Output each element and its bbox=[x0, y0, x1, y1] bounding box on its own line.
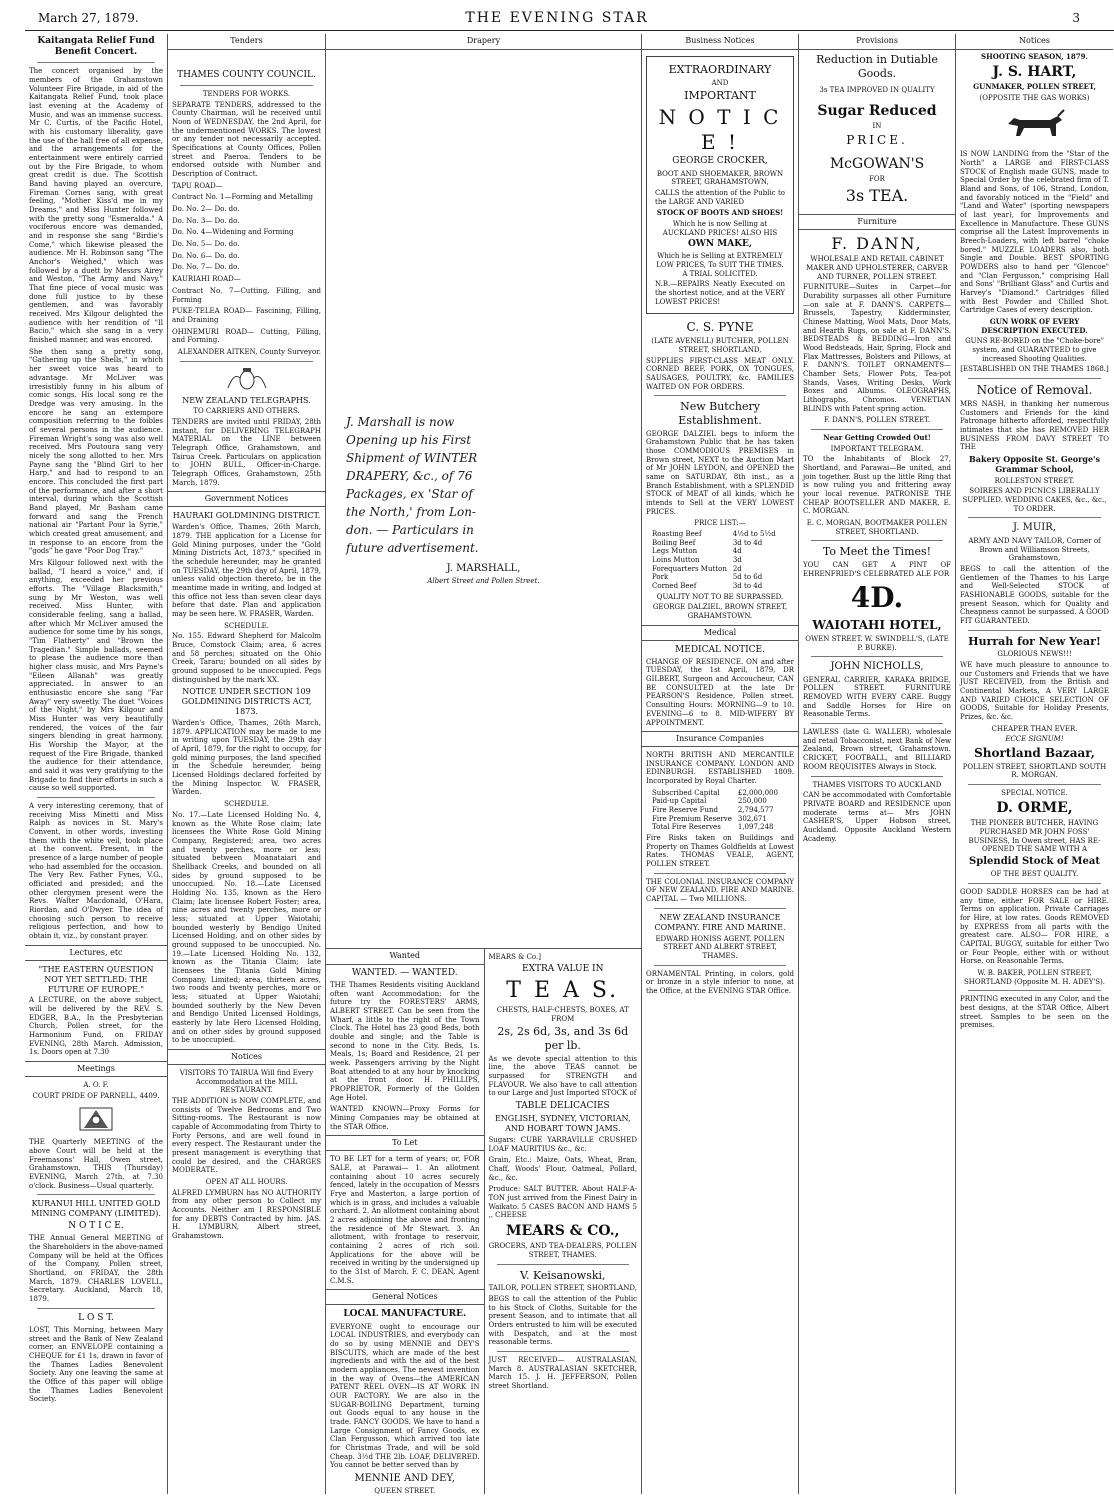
cheaper: CHEAPER THAN EVER. bbox=[991, 724, 1078, 733]
column-header-provisions: Provisions bbox=[799, 34, 955, 50]
section-furniture: Furniture bbox=[799, 214, 955, 230]
divider bbox=[654, 873, 786, 874]
teas-sub: CHESTS, HALF-CHESTS, BOXES, AT FROM bbox=[496, 1006, 629, 1023]
hurrah-body: WE have much pleasure to announce to our Customers and Friends that we have JUST RECEIVED, from the British and Continental Markets, A VERY LARGE AND VARIED CHOICE SELECTION OF GOODS, Suitable for Holiday Presents, Prizes, &c. &c. bbox=[960, 660, 1109, 721]
divider bbox=[968, 990, 1101, 991]
telegraphs-heading: NEW ZEALAND TELEGRAPHS. bbox=[182, 395, 311, 405]
bakery-heading: Bakery Opposite St. George's Grammar School, bbox=[969, 453, 1100, 474]
script-line: don. — Particulars in bbox=[346, 522, 474, 537]
column-business bbox=[642, 34, 799, 1494]
bazaar-name: Shortland Bazaar, bbox=[974, 745, 1095, 760]
orme-name: D. ORME, bbox=[996, 799, 1073, 816]
concert-paragraph-3: Mrs Kilgour followed next with the ballad, "I heard a voice," and, if anything, exceeded her previous efforts. The "Village Blacksmith," sung by Mr Weston, was well received. Miss Hunter, with considerable feeling, sang a ballad, after which Mr McLiver amused the audience for some time by his songs, "Tim Flatherty" and "Brown the Tragedian." Simple ballads, seemed to please the audience more than higher class music, and Mrs Payne's "Eileen Allanah" was greatly appreciated. In answer to an enthusiastic encore she sang "Far Away" very sweetly. The duet "Voices of the Night," by Mrs Kilgour and Miss Hunter was very beautifully rendered, the voices of the fair singers blending in great harmony. His Worship the Mayor, at the request of the Fire Brigade, thanked the audience for their attendance, and said it was very gratifying to the Brigade to find their efforts in such a cause so well supported. bbox=[29, 558, 163, 793]
soirees: SOIREES AND PICNICS LIBERALLY SUPPLIED. WEDDING CAKES, &c., &c., TO ORDER. bbox=[962, 487, 1107, 513]
keisanowski-body: BEGS to call the attention of the Public to his Stock of Cloths, Suitable for the present Season, and to intimate that all Orders entrusted to him will be executed with Despatch, and at the most reasonable terms. bbox=[488, 1295, 637, 1347]
column-1 bbox=[25, 34, 168, 1494]
butchery-body: GEORGE DALZIEL begs to inform the Grahamstown Public that he has taken those COMMODIOUS PREMISES in Brown street, NEXT to the Auction Mart of Mr JOHN LEYDON, and OPENED the same on SATURDAY, 8th inst., as a Branch Establishment, with a SPLENDID STOCK of MEAT of all kinds, which he intends to Sell at the VERY LOWEST PRICES. bbox=[646, 429, 794, 516]
section-notices: Notices bbox=[168, 1049, 325, 1065]
royal-arms-icon bbox=[224, 366, 270, 392]
contract-item: Do. No. 7— Do. do. bbox=[172, 263, 240, 272]
sugar-reduced: Sugar Reduced bbox=[817, 102, 937, 119]
divider bbox=[180, 85, 313, 86]
price-list-table bbox=[652, 530, 782, 591]
tenders-heading: TENDERS FOR WORKS. bbox=[202, 90, 291, 99]
divider bbox=[968, 883, 1101, 884]
mears-sub: GROCERS, AND TEA-DEALERS, POLLEN STREET, THAMES. bbox=[488, 1242, 637, 1260]
crowded-heading: Near Getting Crowded Out! bbox=[823, 433, 931, 443]
tapu-road: TAPU ROAD— bbox=[172, 181, 223, 190]
crocker-advert bbox=[646, 56, 794, 315]
repairs-note: N.B.—REPAIRS Neatly Executed on the shortest notice, and at the VERY LOWEST PRICES! bbox=[655, 280, 785, 306]
dalziel-sign: GEORGE DALZIEL, BROWN STREET, GRAHAMSTOWN. bbox=[652, 603, 788, 621]
table-row: Paid-up Capital 250,000 bbox=[652, 797, 767, 806]
crocker-sub: BOOT AND SHOEMAKER, BROWN STREET, GRAHAMSTOWN, bbox=[656, 169, 784, 187]
section-lectures: Lectures, etc bbox=[25, 945, 167, 961]
kuranui-heading: KURANUI HILL UNITED GOLD MINING COMPANY (LIMITED). bbox=[31, 1199, 161, 1219]
waiotahi-name: WAIOTAHI HOTEL, bbox=[812, 618, 942, 633]
visitors-heading: THAMES VISITORS TO AUCKLAND bbox=[812, 780, 942, 789]
pyne-body: SUPPLIES FIRST-CLASS MEAT ONLY. CORNED BEEF, PORK, OX TONGUES, SAUSAGES, POULTRY, &c. FAMILIES WAITED ON FOR ORDERS. bbox=[646, 356, 794, 391]
table-row: Loins Mutton 3d bbox=[652, 556, 742, 565]
boots-stock: STOCK OF BOOTS AND SHOES! bbox=[656, 208, 784, 218]
table-delicacies: TABLE DELICACIES bbox=[515, 1101, 610, 1112]
own-make: OWN MAKE, bbox=[687, 239, 753, 250]
shooting-season: SHOOTING SEASON, 1879. bbox=[981, 51, 1088, 61]
baker-sign: W. B. BAKER, POLLEN STREET, SHORTLAND (Opposite M. H. ADEY'S). bbox=[963, 968, 1106, 986]
script-line: the North,' from Lon- bbox=[346, 504, 476, 519]
gun-work: GUN WORK OF EVERY DESCRIPTION EXECUTED. bbox=[981, 317, 1088, 335]
tea-label: 3s TEA. bbox=[845, 185, 909, 205]
table-row: Boiling Beef 3d to 4d bbox=[652, 538, 763, 547]
medical-heading: MEDICAL NOTICE. bbox=[675, 644, 765, 655]
muir-sub: ARMY AND NAVY TAILOR, Corner of Brown and Williamson Streets, Grahamstown, bbox=[968, 536, 1101, 563]
schedule-heading: SCHEDULE. bbox=[224, 621, 269, 630]
printing-notice: ORNAMENTAL Printing, in colors, gold or bronze in a style inferior to none, at the Office, at the EVENING STAR Office. bbox=[646, 969, 794, 995]
table-row: Pork 5d to 6d bbox=[652, 573, 763, 582]
proxy-forms: WANTED KNOWN—Proxy Forms for Mining Companies may be obtained at the STAR Office. bbox=[330, 1105, 480, 1131]
keisanowski-name: V. Keisanowski, bbox=[519, 1268, 606, 1282]
contract-list bbox=[168, 193, 325, 272]
colonial-insurance: THE COLONIAL INSURANCE COMPANY OF NEW ZEALAND. FIRE AND MARINE. CAPITAL — Two MILLIONS. bbox=[646, 877, 794, 904]
rebored: GUNS RE-BORED on the "Choke-bore" system, and GUARANTEED to give increased Shooting Qualities. bbox=[965, 337, 1104, 363]
dann-name: F. DANN, bbox=[831, 233, 923, 253]
jams-heading: ENGLISH, SYDNEY, VICTORIAN, AND HOBART TOWN JAMS. bbox=[494, 1114, 631, 1134]
script-line: Opening up his First bbox=[346, 432, 472, 447]
divider bbox=[968, 517, 1101, 518]
masthead bbox=[0, 0, 1114, 30]
reduction-heading: Reduction in Dutiable Goods. bbox=[816, 52, 938, 80]
kauriahi-road: KAURIAHI ROAD— bbox=[172, 275, 241, 284]
nz-insurance: NEW ZEALAND INSURANCE COMPANY. FIRE AND MARINE. bbox=[654, 912, 786, 932]
table-row: Total Fire Reserves 1,097,248 bbox=[652, 823, 774, 832]
section-insurance: Insurance Companies bbox=[642, 731, 798, 747]
divider bbox=[811, 656, 943, 657]
rolleston-street: ROLLESTON STREET. bbox=[994, 476, 1075, 485]
divider bbox=[654, 395, 786, 396]
court-body: THE Quarterly MEETING of the above Court will be held at the Freemasons' Hall, Owen street, Grahamstown, THIS (Thursday) EVENING, March 27th, at 7.30 o'clock. Business—Usual quarterly. bbox=[29, 1138, 163, 1190]
newspaper-title: THE EVENING STAR bbox=[465, 10, 649, 26]
table-row: Fire Reserve Fund 2,794,577 bbox=[652, 806, 774, 815]
column-notices bbox=[956, 34, 1113, 1494]
lower-right bbox=[485, 949, 642, 1494]
mears-tag: MEARS & Co.] bbox=[488, 952, 541, 961]
medical-body: CHANGE OF RESIDENCE. ON and after TUESDAY, the 1st April, 1879, DR GILBERT, Surgeon and Accoucheur, CAN BE CONSULTED at the late Dr PEARSON'S Residence, Pollen street. Consulting Hours: MORNING—9 to 10. EVENING—6 to 8. MID-WIFERY BY APPOINTMENT. bbox=[646, 657, 794, 727]
lymburn-notice: ALFRED LYMBURN has NO AUTHORITY from any other person to Collect my Accounts. Neither am I RESPONSIBLE for any DEBTS Contracted by him. JAS. H. LYMBURN, Albert street, Grahamstown. bbox=[172, 1188, 321, 1240]
selling: Which he is now Selling at AUCKLAND PRICES! ALSO HIS bbox=[662, 219, 778, 237]
glorious-news: GLORIOUS NEWS!!! bbox=[997, 650, 1072, 659]
price-list-heading: PRICE LIST:— bbox=[694, 519, 746, 528]
divider bbox=[37, 1308, 155, 1309]
marshall-name: J. MARSHALL, bbox=[446, 562, 521, 574]
lost-body: LOST, This Morning, between Mary street and the Bank of New Zealand corner, an ENVELOPE containing a CHEQUE for £1 1s, drawn in favor of the Thames Ladies Benevolent Society. Any one leaving the same at the Office of this paper will oblige the Thames Ladies Benevolent Society. bbox=[29, 1325, 163, 1404]
table-row: Roasting Beef 4½d to 5½d bbox=[652, 530, 776, 539]
established: [ESTABLISHED ON THE THAMES 1868.] bbox=[960, 365, 1109, 374]
important: IMPORTANT bbox=[684, 89, 756, 103]
muir-name: J. MUIR, bbox=[1013, 522, 1056, 534]
local-manufacture-body: EVERYONE ought to encourage our LOCAL INDUSTRIES, and everybody can do so by using MENNIE and DEY'S BISCUITS, which are made of the best ingredients and with the aid of the best modern appliances. The newest invention in the way of Ovens—the AMERICAN PATENT REEL OVEN—IS AT WORK IN OUR FACTORY. We are also in the SUGAR-BOILING Department, turning out Goods equal to any house in the trade. FANCY GOODS. We have to hand a Large Consignment of Fancy Goods, ex Clan Fergusson, which arrived too late for Christmas Trade, and will be sold Cheap. 3½d THE 2lb. LOAF, DELIVERED. You cannot be better served than by bbox=[330, 1322, 480, 1470]
divider bbox=[37, 62, 155, 63]
spacer bbox=[326, 53, 641, 413]
in-label: IN bbox=[872, 122, 882, 131]
divider bbox=[37, 797, 155, 798]
script-line: future advertisement. bbox=[346, 540, 479, 555]
teas-heading: T E A S. bbox=[506, 977, 620, 1003]
lecture-title: "THE EASTERN QUESTION NOT YET SETTLED: THE FUTURE OF EUROPE." bbox=[38, 964, 154, 994]
lawless-notice: LAWLESS (late G. WALLER), wholesale and retail Tobacconist, next Bank of New Zealand, Brown street, Grahamstown. CRICKET, FOOTBALL, and BILLIARD ROOM REQUISITES Always in Stock. bbox=[803, 728, 951, 771]
price-label: PRICE. bbox=[846, 132, 908, 147]
telegraphs-body: TENDERS are invited until FRIDAY, 28th instant, for DELIVERING TELEGRAPH MATERIAL on the LINE between Telegraph Office, Grahamstown, and Tairua Creek. Particulars on application to JOHN BULL, Officer-in-Charge. Telegraph Offices, Grahamstown, 25th March, 1879. bbox=[172, 418, 321, 487]
table-row: Corned Beef 3d to 4d bbox=[652, 582, 763, 591]
section-109-heading: NOTICE UNDER SECTION 109 GOLDMINING DISTRICTS ACT, 1873. bbox=[181, 687, 312, 717]
nicholls-sub: GENERAL CARRIER, KARAKA BRIDGE, POLLEN STREET. FURNITURE REMOVED WITH EVERY CARE. Buggy and Saddle Horses for Hire on Reasonable Terms. bbox=[803, 675, 951, 719]
divider bbox=[654, 908, 786, 909]
veale-agent: Fire Risks taken on Buildings and Property on Thames Goldfields at Lowest Rates. THOMAS VEALE, AGENT, POLLEN STREET. bbox=[646, 834, 794, 869]
for-label: FOR bbox=[869, 175, 885, 184]
notice-heading: N O T I C E ! bbox=[658, 104, 782, 154]
butchery-heading: New Butchery Establishment. bbox=[678, 400, 762, 427]
script-line: Packages, ex 'Star of bbox=[346, 486, 473, 501]
grain: Grain, Etc.: Maize, Oats, Wheat, Bran, Chaff, Woods' Flour, Oatmeal, Pollard, &c., &c. bbox=[488, 1156, 637, 1182]
tenders-body: SEPARATE TENDERS, addressed to the County Chairman, will be received until Noon of WEDNESDAY, the 2nd April, for the undermentioned WORKS. The lowest or any tender not necessarily accepted. Specifications at County Offices, Pollen street and Paeroa. Tenders to be endorsed outside with Number and Description of Contract. bbox=[172, 100, 321, 179]
table-row: Fire Premium Reserve 302,671 bbox=[652, 814, 767, 823]
queen-street: QUEEN STREET. bbox=[374, 1487, 436, 1494]
honiss-agent: EDWARD HONISS AGENT, POLLEN STREET AND ALBERT STREET, THAMES. bbox=[655, 934, 785, 960]
divider bbox=[37, 1194, 155, 1195]
surveyor-signature: ALEXANDER AITKEN, County Surveyor. bbox=[177, 347, 321, 356]
printing-advert: PRINTING executed in any Color, and the best designs, at the STAR Office, Albert street. Samples to be seen on the premises. bbox=[960, 995, 1109, 1030]
hauraki-body: Warden's Office, Thames, 26th March, 1879. THE application for a License for Gold Mining purposes, under the "Gold Mining Districts Act, 1873," specified in the schedule hereunder, may be granted on TUESDAY, the 29th day of April, 1879, unless valid objection thereto, be in the meantime made in writing, and lodged at this office not less than seven clear days before that date. Plan and application may be seen here. W. FRASER, Warden. bbox=[172, 523, 321, 619]
column-header-tenders: Tenders bbox=[168, 34, 325, 50]
and: AND bbox=[711, 78, 729, 87]
ehrenfried: YOU CAN GET A PINT OF EHRENFRIED'S CELEBRATED ALE FOR bbox=[803, 561, 951, 578]
column-3 bbox=[326, 34, 642, 1494]
column-header-business: Business Notices bbox=[642, 34, 798, 50]
ecce-signum: ECCE SIGNUM! bbox=[1005, 735, 1064, 744]
column-provisions bbox=[799, 34, 956, 1494]
contract-item: Do. No. 6— Do. do. bbox=[172, 251, 240, 260]
lost-heading: L O S T. bbox=[78, 1312, 114, 1323]
dann-sub: WHOLESALE AND RETAIL CABINET MAKER AND UPHOLSTERER, CARVER AND TURNER, POLLEN STREET. bbox=[806, 255, 948, 281]
pyne-sub: (LATE AVENELL) BUTCHER, POLLEN STREET, SHORTLAND, bbox=[651, 337, 789, 355]
puketelea-road: PUKE-TELEA ROAD— Fascining, Filling, and Draining bbox=[172, 307, 321, 324]
contract-item: Do. No. 5— Do. do. bbox=[172, 240, 240, 249]
council-heading: THAMES COUNTY COUNCIL. bbox=[177, 69, 316, 80]
concert-paragraph-1: The concert organised by the members of the Grahamstown Volunteer Fire Brigade, in aid of the Kaitangata Relief Fund, took place last evening at the Academy of Music, and was an immense success. Mr C. Curtis, of the Pacific Hotel, with his customary liberality, gave the use of the hall free of all expense, and the arrangements for the entertainment were entirely carried out by the Fire Brigade, to whom great credit is due. The Scottish Band having played an overcure, Fireman Cornes sang, with great feeling, "Mother Kiss'd me in my Dreams," and Miss Hunter followed with the pretty song "Esmeralda." A vociferous encore was demanded, and in response she sang "Birdie's Come," which likewise pleased the audience. Mr H. Robinson sang "The Anchor's Weighed," which was followed by a duett by Messrs Airey and Weston, "The Army and Navy." That fine piece of vocal music was done full justice to by these gentlemen, and was favorably received. Mrs Kilgour delighted the audience with her rendition of "Il Bacio," which she sang in a very finished manner, and was encored. bbox=[29, 67, 163, 345]
concert-headline: Kaitangata Relief Fund Benefit Concert. bbox=[37, 36, 155, 58]
muir-body: BEGS to call the attention of the Gentlemen of the Thames to his Large and Well-Selected STOCK of FASHIONABLE GOODS, suitable for the present Season, which for Quality and Cheapness cannot be surpassed. A GOOD FIT GUARANTEED. bbox=[960, 564, 1109, 625]
table-row: Forequarters Mutton 2d bbox=[652, 564, 742, 573]
section-general: General Notices bbox=[326, 1289, 484, 1305]
wanted-heading: WANTED. — WANTED. bbox=[351, 967, 458, 978]
marshall-script-advert bbox=[326, 413, 641, 557]
ohinemuri-road: OHINEMURI ROAD— Cutting, Filling, and Forming. bbox=[172, 327, 321, 345]
divider bbox=[180, 361, 313, 362]
divider bbox=[497, 1351, 630, 1352]
section-meetings: Meetings bbox=[25, 1061, 167, 1077]
wanted-body: THE Thames Residents visiting Auckland often want Accommodation; for the future try the FORESTERS' ARMS, ALBERT STREET. Can be seen from the Wharf, a little to the right of the Town Clock. The Hotel has 23 good Beds, both double and single; and the Table is second to none in the City. Beds, 1s. Meals, 1s; Board and Residence, 21 per week. Passengers arriving by the Night Boat attended to at any hour by knocking at the front door. H. PHILLIPS, PROPRIETOR, Formerly of the Golden Age Hotel. bbox=[330, 981, 480, 1102]
column-header-drapery: Drapery bbox=[326, 34, 641, 50]
section-to-let: To Let bbox=[326, 1135, 484, 1151]
column-header-notices: Notices bbox=[956, 34, 1113, 50]
schedule-entries: No. 17.—Late Licensed Holding No. 4, known as the White Rose claim; late licensees the White Rose Gold Mining Company, Registered; area, two acres and twenty perches, more or less; situated between Moanataiari and Shellback Creeks, and bounded on all sides by ground supposed to be unoccupied. No. 18.—Late Licensed Holding No. 135, known as the Hero Claim; late licensee Robert Foster; area, nine acres and twenty perches, more or less; situated at Upper Waiotahi; bounded westerly by Bendigo United Licensed Holding, and on other sides by ground supposed to be unoccupied. No. 19.—Late Licensed Holding No. 132, known as the Titania Claim; late licensees the Titania Gold Mining Company, Limited; area, thirteen acres, two roods and twenty perches, more or less; situated at Upper Waiotahi; bounded southerly by the New Deven and Bendigo United Licensed Holdings, easterly by late Hero Licensed Holding, and on other sides by ground supposed to be unoccupied. bbox=[172, 810, 321, 1045]
to-let-body: TO BE LET for a term of years; or, FOR SALE, at Parawai— 1. An allotment containing about 10 acres securely fenced, lately in the occupation of Messrs Frye and Masterton, a large portion of which is in grass, and includes a valuable orchard. 2. An allotment containing about 2 acres adjoining the above and fronting the residence of Mr Stewart. 3. An allotment, with frontage to reservoir, containing 2 acres of rich soil. Applications for the above will be received in writing by the undersigned up to the 31st of March. F. C. DEAN, Agent C.M.S. bbox=[330, 1155, 480, 1285]
hurrah-heading: Hurrah for New Year! bbox=[968, 634, 1101, 648]
foresters-emblem-icon bbox=[74, 1104, 118, 1134]
pyne-name: C. S. PYNE bbox=[686, 320, 754, 335]
lower-left bbox=[326, 949, 485, 1494]
kauriahi-contract: Contract No. 7—Cutting, Filling, and Forming bbox=[172, 286, 321, 304]
morgan-sign: E. C. MORGAN, BOOTMAKER POLLEN STREET, SHORTLAND. bbox=[806, 519, 948, 536]
marshall-address: Albert Street and Pollen Street. bbox=[427, 577, 540, 586]
divider bbox=[968, 378, 1101, 379]
open-hours: OPEN AT ALL HOURS. bbox=[205, 1177, 288, 1186]
dann-body: FURNITURE—Suites in Carpet—for Durability surpasses all other Furniture—on sale at F. DANN'S. CARPETS—Brussels, Tapestry, Kidderminster, Chinese Matting, Wool Mats, Door Mats, and Hearth Rugs, on sale at F. DANN'S. BEDSTEADS & BEDDING—Iron and Wood Bedsteads, Hair, Spring, Flock and Flax Mattresses, Bolsters and Pillows, at F. DANN'S. TOILET ORNAMENTS—Chamber Sets, Flower Pots, Tea-pot Stands, Vases, Writing Desks, Work Boxes and Albums. OLEOGRAPHS, Lithographs, Chromos. VENETIAN BLINDS with Patent spring action. bbox=[803, 283, 951, 413]
capital-table bbox=[652, 789, 784, 832]
nash-body: MRS NASH, in thanking her numerous Customers and Friends for the kind Patronage hitherto afforded, respectfully intimates that she has REMOVED HER BUSINESS FROM DAVY STREET TO THE bbox=[960, 399, 1109, 452]
splendid-stock: Splendid Stock of Meat bbox=[969, 855, 1100, 867]
just-received: JUST RECEIVED— AUSTRALASIAN, March 8. AUSTRALASIAN SKETCHER, March 15. J. H. JEFFERSON, Pollen street Shortland. bbox=[488, 1356, 637, 1391]
schedule-heading: SCHEDULE. bbox=[224, 800, 269, 809]
divider bbox=[968, 630, 1101, 631]
contract-item: Do. No. 2— Do. do. bbox=[172, 205, 240, 214]
keisanowski-sub: TAILOR, POLLEN STREET, SHORTLAND, bbox=[488, 1284, 637, 1293]
divider bbox=[968, 784, 1101, 785]
crocker-body: CALLS the attention of the Public to the LARGE AND VARIED bbox=[655, 188, 785, 206]
section-109-body: Warden's Office, Thames, 26th March, 1879. APPLICATION may be made to me in writing upon TUESDAY, the 29th day of April, 1879, for the right to occupy, for gold mining purposes, the land specified in the Schedule hereunder, being Licensed Holdings declared forfeited by the Mining Inspector. W. FRASER, Warden. bbox=[172, 719, 321, 797]
teas-prices: 2s, 2s 6d, 3s, and 3s 6d per lb. bbox=[497, 1025, 629, 1053]
script-line: J. Marshall is now bbox=[346, 414, 455, 429]
times-heading: To Meet the Times! bbox=[822, 545, 932, 559]
visitors-body: CAN be accommodated with Comfortable PRIVATE BOARD and RESIDENCE upon moderate terms at— Mrs JOHN CASHER'S, Upper Hobson street, Auckland. Opposite Auckland Western Academy. bbox=[803, 791, 951, 843]
kuranui-notice: N O T I C E. bbox=[68, 1221, 124, 1232]
divider bbox=[811, 540, 943, 541]
contract-item: Do. No. 4—Widening and Forming bbox=[172, 228, 294, 237]
kuranui-body: THE Annual General MEETING of the Shareholders in the above-named Company will be held at the Offices of the Company, Pollen street, Shortland, on FRIDAY, the 28th March, 1879. CHARLES LOVELL, Secretary. Auckland, March 18, 1879. bbox=[29, 1234, 163, 1304]
bazaar-sub: POLLEN STREET, SHORTLAND SOUTH R. MORGAN. bbox=[962, 762, 1107, 780]
script-line: Shipment of WINTER bbox=[346, 450, 478, 465]
lower-half bbox=[326, 948, 641, 1494]
tairua-heading: VISITORS TO TAIRUA Will find Every Accommodation at the MILL RESTAURANT. bbox=[179, 1068, 314, 1095]
divider bbox=[654, 965, 786, 966]
divider bbox=[811, 429, 943, 430]
crocker-name: GEORGE CROCKER, bbox=[672, 156, 768, 167]
extra-value: EXTRA VALUE IN bbox=[522, 963, 604, 974]
contract-item: Contract No. 1—Forming and Metalling bbox=[172, 193, 314, 202]
produce: Produce: SALT BUTTER. About HALF-A-TON just arrived from the Finest Dairy in Waikato. 5 CASES BACON AND HAMS 5 ,, CHEESE bbox=[488, 1185, 637, 1220]
column-2 bbox=[168, 34, 326, 1494]
tairua-body: THE ADDITION is NOW COMPLETE, and consists of Twelve Bedrooms and Two Sitting-rooms. The Restaurant is now capable of Accommodating from Thirty to Forty Persons, and are well found in every respect. The Restaurant under the present management is everything that could be desired, and the CHARGES MODERATE. bbox=[172, 1096, 321, 1175]
table-row: Subscribed Capital £2,000,000 bbox=[652, 788, 778, 797]
morgan-body: TO the Inhabitants of Block 27, Shortland, and Parawai—Be united, and join together. Bust up the little Ring that is now ruling you and frittering away your local revenue. PATRONISE THE CHEAP BOOTSELLER AND MAKER, E. C. MORGAN. bbox=[803, 455, 951, 516]
masthead-rule bbox=[25, 30, 1114, 31]
issue-date: March 27, 1879. bbox=[38, 11, 139, 25]
carriers-heading: TO CARRIERS AND OTHERS. bbox=[193, 407, 300, 416]
removal-heading: Notice of Removal. bbox=[976, 383, 1093, 398]
mennie-dey: MENNIE AND DEY, bbox=[354, 1472, 455, 1484]
concert-paragraph-2: She then sang a pretty song, "Gathering up the Shells," in which her sweet voice was heard to advantage. Mr McLiver was irresistibly funny in his album of comic songs. His local song re the Dredge was very amusing. In the encore he sang an extempore composition referring to the foibles of several persons in the audience. Fireman Wright's song was also well received. Mrs Poutoura sang very nicely the song allotted to her. Mrs Payne sang the "Blind Girl to her Harp," and had to respond to an encore. This concluded the first part of the performance, and after a short interval, during which the Scottish Band played, Mr Basham came forward and sang the French national air "Partant Pour la Syrie," which created great amusement, and in response to an encore from the "gods" he gave "Poor Dog Tray." bbox=[29, 347, 163, 556]
hart-name: J. S. HART, bbox=[992, 63, 1077, 80]
nicholls-name: JOHN NICHOLLS, bbox=[830, 661, 924, 673]
section-government: Government Notices bbox=[168, 491, 325, 507]
dann-sign: F. DANN'S, POLLEN STREET. bbox=[823, 416, 931, 425]
section-medical: Medical bbox=[642, 625, 798, 641]
divider bbox=[811, 723, 943, 724]
schedule-entry: No. 155. Edward Shepherd for Malcolm Bruce, Comstock Claim; area, 6 acres and 58 perches; situated on the Ohio Creek, Tararu; bounded on all sides by ground supposed to be unoccupied. Pegs distinguished by the mark XX. bbox=[172, 632, 321, 684]
divider bbox=[811, 776, 943, 777]
saddle-horses: GOOD SADDLE HORSES can be had at any time, either FOR SALE or HIRE. Terms on application. Private Carriages for Hire, at low rates. Goods REMOVED by EXPRESS from all parts with the greatest care. ALSO— FOR HIRE, a CAPITAL BUGGY, suitable for either Two or Four People, either with or without Horse, on Reasonable Terms. bbox=[960, 887, 1109, 966]
hart-body: IS NOW LANDING from the "Star of the North" a LARGE and FIRST-CLASS STOCK of English made GUNS, made to Special Order by the celebrated firm of T. Bland and Sons, of 106, Strand, London, and favorably noticed in the "Field" and "Land and Water" (sporting newspapers of last year), for Improvements and Excellence in Manufacture. These GUNS comprise all the Latest Improvements in Breech-Loaders, with left barrel "choke bored." MUZZLE LOADERS also, both Single and Double. BEST SPORTING POWDERS also to hand per "Glencoe" and "Clan Fergusson," comprising Hall and Sons' "Brilliant Glass" and Curtis and Harvey's "Diamond." Cartridges filled with Best Powder and Chilled Shot. Cartridge Cases of every description. bbox=[960, 150, 1109, 315]
extraordinary: EXTRAORDINARY bbox=[668, 62, 772, 76]
waiotahi-sub: OWEN STREET. W. SWINDELL'S, (LATE P. BURKE). bbox=[805, 635, 949, 652]
table-row: Legs Mutton 4d bbox=[652, 547, 742, 556]
special-notice: SPECIAL NOTICE. bbox=[1001, 789, 1068, 798]
local-manufacture-heading: LOCAL MANUFACTURE. bbox=[343, 1309, 467, 1320]
lecture-body: A LECTURE, on the above subject, will be delivered by the REV. S. EDGER, B.A., In the Presbyterian Church, Pollen street, for the Harmonium Fund, on FRIDAY EVENING, 28th March. Admission, 1s. Doors open at 7.30 bbox=[29, 996, 163, 1057]
mcgowan-name: McGOWAN'S bbox=[829, 155, 925, 172]
tea-improved: 3s TEA IMPROVED IN QUALITY bbox=[819, 86, 935, 95]
own-body: Which he is Selling at EXTREMELY LOW PRICES, To SUIT THE TIMES. A TRIAL SOLICITED. bbox=[656, 252, 784, 278]
dog-icon bbox=[1000, 106, 1070, 146]
sugars: Sugars: CUBE YARRAVILLE CRUSHED LOAF MAURITIUS &c., &c. bbox=[488, 1135, 637, 1153]
hart-opposite: (OPPOSITE THE GAS WORKS) bbox=[979, 93, 1090, 102]
spacer bbox=[326, 588, 641, 948]
mears-name: MEARS & CO., bbox=[506, 1223, 620, 1240]
page-number: 3 bbox=[1072, 11, 1080, 25]
hauraki-heading: HAURAKI GOLDMINING DISTRICT. bbox=[172, 511, 321, 521]
hart-sub: GUNMAKER, POLLEN STREET, bbox=[973, 81, 1096, 91]
contract-item: Do. No. 3— Do. do. bbox=[172, 216, 240, 225]
teas-body: As we devote special attention to this line, the above TEAS cannot be surpassed for STRENGTH and FLAVOUR. We also have to call attention to our Large and Just Imported STOCK of bbox=[488, 1054, 637, 1098]
north-british: NORTH BRITISH AND MERCANTILE INSURANCE COMPANY. LONDON AND EDINBURGH. ESTABLISHED 1809. Incorporated by Royal Charter. bbox=[646, 751, 794, 786]
quality-note: QUALITY NOT TO BE SURPASSED. bbox=[656, 592, 784, 601]
orme-sub: THE PIONEER BUTCHER, HAVING PURCHASED MR JOHN FOSS' BUSINESS, In Owen street, HAS RE-OPENED THE SAME WITH A bbox=[968, 819, 1101, 854]
script-line: DRAPERY, &c., of 76 bbox=[346, 468, 473, 483]
best-quality: OF THE BEST QUALITY. bbox=[990, 870, 1079, 879]
aof-heading: A. O. F. bbox=[83, 1081, 109, 1090]
section-wanted: Wanted bbox=[326, 949, 484, 965]
court-heading: COURT PRIDE OF PARNELL, 4409. bbox=[32, 1091, 160, 1100]
fourpence: 4D. bbox=[850, 581, 904, 615]
convent-paragraph: A very interesting ceremony, that of receiving Miss Minetti and Miss Ralph as novices in St. Mary's Convent, in other words, investing them with the white veil, took place at the convent. Present, in the presence of a large number of people who had assembled for the occasion. The Very Rev. Father Fynes, V.G., officiated and presided; and the other clergymen present were the Revs. Walter Macdonald, O'Hara, Riordan, and O'Dwyer. The idea of choosing such person to receive religious perfection, and how to obtain it, viz., by constant prayer. bbox=[29, 802, 163, 941]
telegram-heading: IMPORTANT TELEGRAM. bbox=[830, 444, 924, 453]
divider bbox=[497, 1264, 630, 1265]
